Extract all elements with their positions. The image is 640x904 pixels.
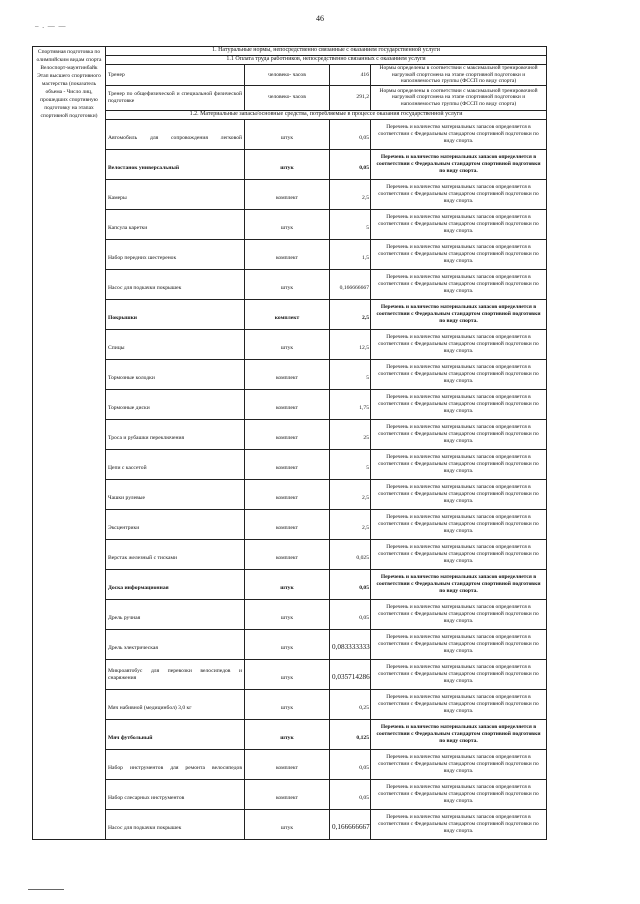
material-unit: штук	[245, 329, 330, 359]
material-row	[33, 239, 547, 269]
material-qty: 0,035714286	[330, 659, 371, 689]
material-source: Перечень и количество материальных запасов определяется в соответствии с Федеральным стандартом спортивной подготовки по виду спорта.	[371, 479, 547, 509]
material-unit: комплект	[245, 509, 330, 539]
material-name: Велостанок универсальный	[106, 149, 245, 179]
staff-name: Тренер	[106, 65, 245, 86]
material-row	[33, 149, 547, 179]
material-unit: штук	[245, 719, 330, 749]
material-name: Цепи с кассетой	[106, 449, 245, 479]
material-name: Набор слесарных инструментов	[106, 779, 245, 809]
material-source: Перечень и количество материальных запасов определяется в соответствии с Федеральным стандартом спортивной подготовки по виду спорта.	[371, 299, 547, 329]
material-unit: комплект	[245, 359, 330, 389]
norms-table-body	[33, 47, 547, 840]
staff-qty: 291,2	[330, 85, 371, 110]
material-qty: 0,125	[330, 719, 371, 749]
page-number: 46	[316, 14, 324, 23]
material-source: Перечень и количество материальных запасов определяется в соответствии с Федеральным стандартом спортивной подготовки по виду спорта.	[371, 179, 547, 209]
material-name: Насос для подкачки покрышек	[106, 809, 245, 839]
material-unit: комплект	[245, 389, 330, 419]
material-name: Тормозные диски	[106, 389, 245, 419]
material-source: Перечень и количество материальных запасов определяется в соответствии с Федеральным стандартом спортивной подготовки по виду спорта.	[371, 539, 547, 569]
material-row	[33, 209, 547, 239]
material-unit: штук	[245, 149, 330, 179]
material-unit: комплект	[245, 179, 330, 209]
material-row	[33, 479, 547, 509]
section-header-row	[33, 56, 547, 65]
material-source: Перечень и количество материальных запасов определяется в соответствии с Федеральным стандартом спортивной подготовки по виду спорта.	[371, 509, 547, 539]
material-qty: 0,083333333	[330, 629, 371, 659]
material-source: Перечень и количество материальных запасов определяется в соответствии с Федеральным стандартом спортивной подготовки по виду спорта.	[371, 689, 547, 719]
material-unit: штук	[245, 629, 330, 659]
material-row	[33, 119, 547, 149]
material-name: Верстак железный с тисками	[106, 539, 245, 569]
material-name: Капсула каретки	[106, 209, 245, 239]
material-row	[33, 179, 547, 209]
material-qty: 0,05	[330, 569, 371, 599]
material-source: Перечень и количество материальных запасов определяется в соответствии с Федеральным стандартом спортивной подготовки по виду спорта.	[371, 359, 547, 389]
material-qty: 1,5	[330, 239, 371, 269]
material-qty: 2,5	[330, 179, 371, 209]
material-name: Набор передних шестеренок	[106, 239, 245, 269]
material-source: Перечень и количество материальных запасов определяется в соответствии с Федеральным стандартом спортивной подготовки по виду спорта.	[371, 809, 547, 839]
material-unit: комплект	[245, 449, 330, 479]
staff-row	[33, 65, 547, 86]
material-source: Перечень и количество материальных запасов определяется в соответствии с Федеральным стандартом спортивной подготовки по виду спорта.	[371, 209, 547, 239]
material-source: Перечень и количество материальных запасов определяется в соответствии с Федеральным стандартом спортивной подготовки по виду спорта.	[371, 419, 547, 449]
material-qty: 0,05	[330, 119, 371, 149]
staff-source: Нормы определены в соответствии с максимальной тренировочной нагрузкой спортсмена на этапе спортивной подготовки и наполняемостью группы (ФССП по виду спорта)	[371, 85, 547, 110]
material-name: Дрель электрическая	[106, 629, 245, 659]
material-name: Автомобиль для сопровождения легковой	[106, 119, 245, 149]
staff-name: Тренер по общефизической и специальной физической подготовке	[106, 85, 245, 110]
material-unit: комплект	[245, 299, 330, 329]
material-row	[33, 809, 547, 839]
material-name: Покрышки	[106, 299, 245, 329]
staff-qty: 416	[330, 65, 371, 86]
material-qty: 5	[330, 359, 371, 389]
material-row	[33, 509, 547, 539]
material-qty: 0,05	[330, 149, 371, 179]
material-row	[33, 599, 547, 629]
material-unit: штук	[245, 689, 330, 719]
material-row	[33, 689, 547, 719]
material-qty: 0,166666667	[330, 269, 371, 299]
material-unit: штук	[245, 269, 330, 299]
material-row	[33, 569, 547, 599]
material-source: Перечень и количество материальных запасов определяется в соответствии с Федеральным стандартом спортивной подготовки по виду спорта.	[371, 599, 547, 629]
material-name: Набор инструментов для ремонта велосипедов	[106, 749, 245, 779]
staff-unit: человеко- часов	[245, 65, 330, 86]
material-unit: комплект	[245, 779, 330, 809]
norms-table	[32, 46, 547, 840]
section-header-row	[33, 110, 547, 119]
material-qty: 2,5	[330, 299, 371, 329]
material-qty: 5	[330, 449, 371, 479]
material-name: Насос для подкачки покрышек	[106, 269, 245, 299]
material-source: Перечень и количество материальных запасов определяется в соответствии с Федеральным стандартом спортивной подготовки по виду спорта.	[371, 329, 547, 359]
section-1-title: 1. Натуральные нормы, непосредственно связанные с оказанием государственной услуги	[106, 47, 547, 56]
material-name: Тормозные колодки	[106, 359, 245, 389]
staff-unit: человеко- часов	[245, 85, 330, 110]
material-unit: штук	[245, 659, 330, 689]
material-source: Перечень и количество материальных запасов определяется в соответствии с Федеральным стандартом спортивной подготовки по виду спорта.	[371, 389, 547, 419]
material-row	[33, 779, 547, 809]
section-1-2-title: 1.2. Материальные запасы/основные средства, потребляемые в процессе оказания государственной услуги	[106, 110, 547, 119]
material-qty: 1,75	[330, 389, 371, 419]
section-1-1-title: 1.1 Оплата труда работников, непосредственно связанных с оказанием услуги	[106, 56, 547, 65]
material-source: Перечень и количество материальных запасов определяется в соответствии с Федеральным стандартом спортивной подготовки по виду спорта.	[371, 659, 547, 689]
material-row	[33, 539, 547, 569]
material-qty: 0,166666667	[330, 809, 371, 839]
material-row	[33, 389, 547, 419]
footer-line	[28, 889, 64, 890]
material-row	[33, 659, 547, 689]
material-qty: 0,05	[330, 779, 371, 809]
material-row	[33, 419, 547, 449]
material-source: Перечень и количество материальных запасов определяется в соответствии с Федеральным стандартом спортивной подготовки по виду спорта.	[371, 269, 547, 299]
scan-mark: – . — —	[35, 22, 67, 30]
material-name: Доска информационная	[106, 569, 245, 599]
material-source: Перечень и количество материальных запасов определяется в соответствии с Федеральным стандартом спортивной подготовки по виду спорта.	[371, 629, 547, 659]
material-row	[33, 359, 547, 389]
material-source: Перечень и количество материальных запасов определяется в соответствии с Федеральным стандартом спортивной подготовки по виду спорта.	[371, 119, 547, 149]
material-source: Перечень и количество материальных запасов определяется в соответствии с Федеральным стандартом спортивной подготовки по виду спорта.	[371, 149, 547, 179]
material-source: Перечень и количество материальных запасов определяется в соответствии с Федеральным стандартом спортивной подготовки по виду спорта.	[371, 719, 547, 749]
material-unit: комплект	[245, 539, 330, 569]
material-name: Камеры	[106, 179, 245, 209]
material-source: Перечень и количество материальных запасов определяется в соответствии с Федеральным стандартом спортивной подготовки по виду спорта.	[371, 569, 547, 599]
material-row	[33, 329, 547, 359]
material-qty: 0,05	[330, 599, 371, 629]
material-name: Мяч набивной (медицинбол) 3,0 кг	[106, 689, 245, 719]
material-unit: штук	[245, 209, 330, 239]
material-unit: штук	[245, 809, 330, 839]
material-unit: штук	[245, 119, 330, 149]
material-unit: комплект	[245, 749, 330, 779]
material-qty: 5	[330, 209, 371, 239]
material-qty: 0,025	[330, 539, 371, 569]
service-label: Спортивная подготовка по олимпийским видам спорта Велоспорт-маунтинбайк Этап высшего спортивного мастерства (показатель объема - Число лиц, прошедших спортивную подготовку на этапах спортивной подготовки)	[33, 47, 106, 840]
material-row	[33, 269, 547, 299]
material-row	[33, 749, 547, 779]
material-name: Эксцентрики	[106, 509, 245, 539]
material-qty: 2,5	[330, 479, 371, 509]
material-name: Чашки рулевые	[106, 479, 245, 509]
material-source: Перечень и количество материальных запасов определяется в соответствии с Федеральным стандартом спортивной подготовки по виду спорта.	[371, 779, 547, 809]
material-qty: 0,25	[330, 689, 371, 719]
material-row	[33, 719, 547, 749]
material-unit: комплект	[245, 479, 330, 509]
material-source: Перечень и количество материальных запасов определяется в соответствии с Федеральным стандартом спортивной подготовки по виду спорта.	[371, 239, 547, 269]
material-qty: 12,5	[330, 329, 371, 359]
material-qty: 2,5	[330, 509, 371, 539]
material-row	[33, 449, 547, 479]
material-row	[33, 629, 547, 659]
material-row	[33, 299, 547, 329]
staff-row	[33, 85, 547, 110]
material-name: Микроавтобус для перевозки велосипедов и снаряжения	[106, 659, 245, 689]
material-unit: штук	[245, 599, 330, 629]
material-qty: 25	[330, 419, 371, 449]
material-name: Мяч футбольный	[106, 719, 245, 749]
material-name: Дрель ручная	[106, 599, 245, 629]
material-name: Спицы	[106, 329, 245, 359]
material-name: Троса и рубашки переключения	[106, 419, 245, 449]
section-header-row	[33, 47, 547, 56]
material-unit: комплект	[245, 419, 330, 449]
material-source: Перечень и количество материальных запасов определяется в соответствии с Федеральным стандартом спортивной подготовки по виду спорта.	[371, 749, 547, 779]
material-qty: 0,05	[330, 749, 371, 779]
material-source: Перечень и количество материальных запасов определяется в соответствии с Федеральным стандартом спортивной подготовки по виду спорта.	[371, 449, 547, 479]
material-unit: комплект	[245, 239, 330, 269]
staff-source: Нормы определены в соответствии с максимальной тренировочной нагрузкой спортсмена на этапе спортивной подготовки и наполняемостью группы (ФССП по виду спорта)	[371, 65, 547, 86]
material-unit: штук	[245, 569, 330, 599]
